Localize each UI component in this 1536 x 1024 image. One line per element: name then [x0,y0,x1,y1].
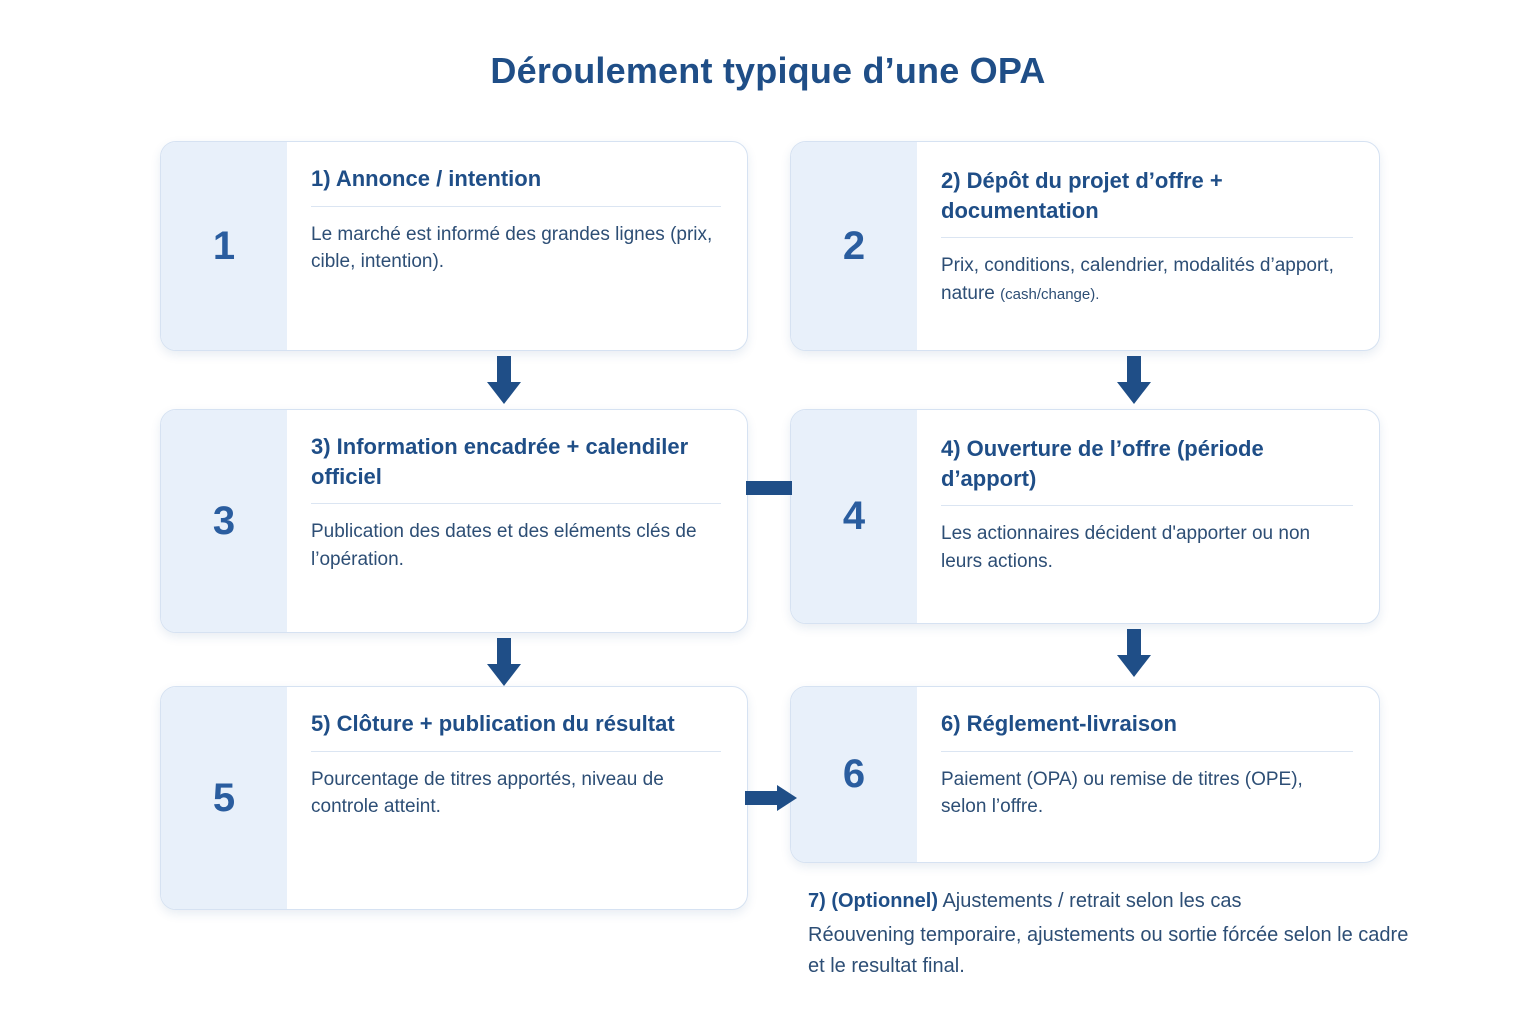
step-text-6: Paiement (OPA) ou remise de titres (OPE), selon l’offre. [941,768,1303,818]
arrow-shaft [1127,356,1141,384]
arrow-shaft [497,638,511,666]
step-card-5 [160,686,748,910]
arrow-shaft [497,356,511,384]
page-title: Déroulement typique d’une OPA [490,50,1046,91]
divider [311,751,721,752]
step-card-1 [160,141,748,351]
footnote-headline [808,886,1428,916]
arrow-shaft [1127,629,1141,657]
arrow-head [777,785,797,811]
arrow-right-icon-step5-step6 [745,785,797,811]
connector-step3-step4 [746,481,792,495]
step-number-2: 2 [791,142,917,350]
step-card-4 [790,409,1380,624]
footnote-label-rest: Ajustements / retrait selon les cas [937,890,1242,912]
step-number-3: 3 [161,410,287,632]
step-heading-5: 5) Clôture + publication du résultat [311,711,675,736]
step-heading-4: 4) Ouverture de l’offre (période d’apport) [941,436,1264,491]
step-heading-6: 6) Réglement-livraison [941,711,1177,736]
step-number-4: 4 [791,410,917,623]
step-heading-2: 2) Dépôt du projet d’offre + documentation [941,168,1223,223]
step-body-5 [287,687,747,909]
footnote-body: Réouvening temporaire, ajustements ou sortie fórcée selon le cadre et le resultat final. [808,924,1409,977]
footnote-label: 7) (Optionnel) [808,890,938,912]
arrow-down-icon-step1-step3 [487,356,521,404]
step-card-3 [160,409,748,633]
step-text-2 [941,252,1353,307]
arrow-down-icon-step2-step4 [1117,356,1151,404]
step-text-4: Les actionnaires décident d'apporter ou non leurs actions. [941,523,1311,572]
step-heading-3: 3) Information encadrée + calendiler officiel [311,434,689,489]
step-number-6: 6 [791,687,917,862]
step-text-3: Publication des dates et des eléments clés de l’opération. [311,521,697,570]
step-body-4 [917,410,1379,623]
divider [941,237,1353,238]
arrow-head [487,382,521,404]
arrow-down-icon-step4-step6 [1117,629,1151,677]
divider [311,206,721,207]
arrow-shaft [745,791,779,805]
step-card-6 [790,686,1380,863]
divider [941,505,1353,506]
arrow-head [1117,382,1151,404]
footnote [808,886,1428,982]
arrow-head [1117,655,1151,677]
divider [311,503,721,504]
step-number-1: 1 [161,142,287,350]
step-text-2-note: (cash/change). [1000,285,1100,303]
step-text-2-main: Prix, conditions, calendrier, modalités d’apport, nature [941,255,1334,304]
arrow-down-icon-step3-step5 [487,638,521,686]
step-text-1: Le marché est informé des grandes lignes (prix, cible, intention). [311,223,713,273]
step-card-2 [790,141,1380,351]
step-number-5: 5 [161,687,287,909]
step-body-3 [287,410,747,632]
step-heading-1: 1) Annonce / intention [311,166,542,191]
step-text-5: Pourcentage de titres apportés, niveau de controle atteint. [311,768,664,818]
step-body-2 [917,142,1379,350]
step-body-6 [917,687,1379,862]
arrow-head [487,664,521,686]
step-body-1 [287,142,747,350]
divider [941,751,1353,752]
